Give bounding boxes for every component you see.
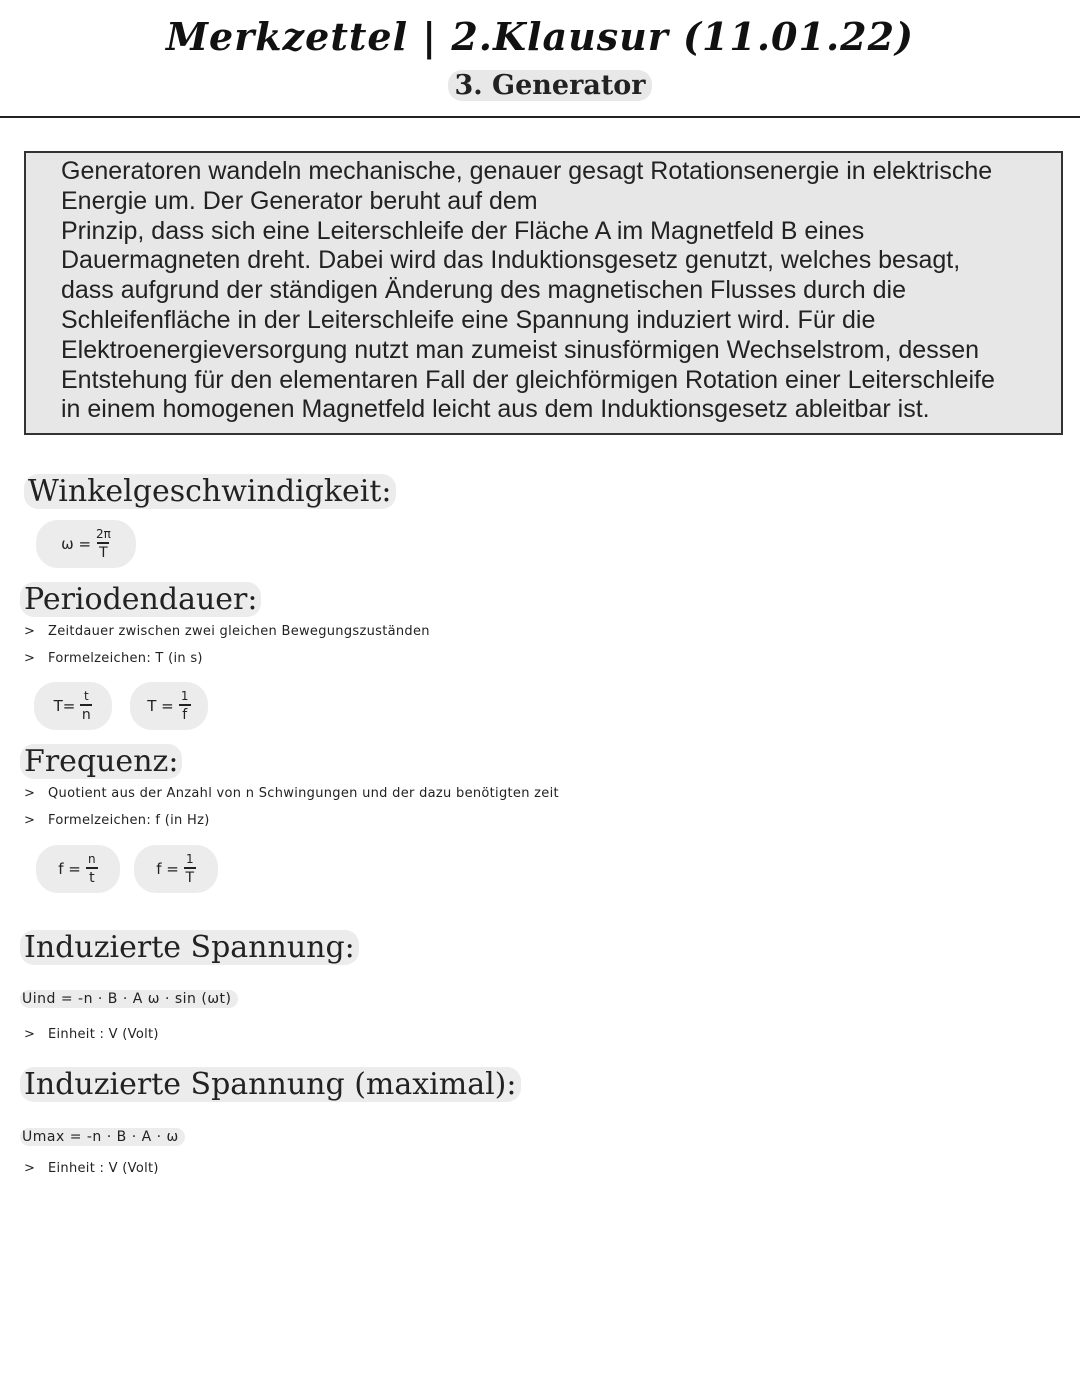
note-text: Einheit : V (Volt) — [48, 1161, 159, 1176]
fraction-denominator: f — [182, 706, 188, 723]
formula-omega — [36, 520, 136, 568]
intro-line: Elektroenergieversorgung nutzt man zumeist sinusförmigen Wechselstrom, dessen — [61, 335, 980, 364]
formula-lhs: f = — [156, 860, 179, 878]
formula-lhs: T = — [147, 697, 174, 715]
frequenz-note-2 — [24, 813, 210, 828]
formula-lhs: T= — [53, 697, 76, 715]
formula-frequency-1 — [36, 845, 120, 893]
arrow-icon: > — [24, 624, 36, 639]
arrow-icon: > — [24, 813, 36, 828]
page-subtitle: 3. Generator — [448, 70, 651, 101]
heading-frequenz: Frequenz: — [20, 744, 182, 779]
fraction-numerator: 1 — [180, 689, 189, 704]
arrow-icon: > — [24, 651, 36, 666]
periode-note-1 — [24, 624, 430, 639]
fraction — [86, 853, 98, 885]
fraction — [184, 853, 196, 885]
intro-line: Entstehung für den elementaren Fall der gleichförmigen Rotation einer Leiterschleife — [61, 365, 995, 394]
arrow-icon: > — [24, 1161, 36, 1176]
note-text: Einheit : V (Volt) — [48, 1027, 159, 1042]
fraction-numerator: 1 — [185, 852, 194, 867]
formula-lhs: ω = — [61, 535, 92, 553]
formula-period-2 — [130, 682, 208, 730]
spannung-unit-note — [24, 1027, 159, 1042]
fraction-denominator: n — [81, 706, 91, 723]
fraction-denominator: T — [185, 869, 195, 886]
heading-periodendauer: Periodendauer: — [20, 582, 261, 617]
note-text: Formelzeichen: T (in s) — [48, 651, 203, 666]
formula-lhs: f = — [58, 860, 81, 878]
fraction-numerator: n — [88, 852, 96, 867]
fraction — [80, 690, 92, 722]
fraction-denominator: t — [89, 869, 95, 886]
fraction-denominator: T — [99, 544, 108, 561]
intro-line: in einem homogenen Magnetfeld leicht aus dem Induktionsgesetz ableitbar ist. — [61, 395, 930, 424]
formula-u-max: Umax = -n · B · A · ω — [20, 1128, 185, 1146]
formula-period-1 — [34, 682, 112, 730]
heading-induzierte-spannung: Induzierte Spannung: — [20, 930, 359, 965]
intro-line: Dauermagneten dreht. Dabei wird das Induktionsgesetz genutzt, welches besagt, — [61, 246, 961, 275]
heading-winkelgeschwindigkeit: Winkelgeschwindigkeit: — [24, 474, 396, 509]
fraction — [179, 690, 191, 722]
formula-frequency-2 — [134, 845, 218, 893]
header-divider — [0, 116, 1080, 118]
fraction-numerator: 2π — [96, 527, 111, 542]
page-title: Merkzettel | 2.Klausur (11.01.22) — [165, 14, 915, 59]
arrow-icon: > — [24, 1027, 36, 1042]
intro-line: dass aufgrund der ständigen Änderung des magnetischen Flusses durch die — [61, 276, 906, 305]
note-text: Zeitdauer zwischen zwei gleichen Bewegungszuständen — [48, 624, 430, 639]
note-text: Quotient aus der Anzahl von n Schwingungen und der dazu benötigten zeit — [48, 786, 559, 801]
periode-note-2 — [24, 651, 203, 666]
spannung-max-unit-note — [24, 1161, 159, 1176]
formula-u-ind: Uind = -n · B · A ω · sin (ωt) — [20, 990, 238, 1008]
arrow-icon: > — [24, 786, 36, 801]
intro-line: Prinzip, dass sich eine Leiterschleife der Fläche A im Magnetfeld B eines — [61, 216, 865, 245]
intro-line: Generatoren wandeln mechanische, genauer gesagt Rotationsenergie in elektrische — [61, 157, 993, 185]
intro-box — [24, 151, 1063, 435]
fraction-bar — [86, 867, 98, 869]
intro-line: Schleifenfläche in der Leiterschleife eine Spannung induziert wird. Für die — [61, 305, 876, 334]
note-text: Formelzeichen: f (in Hz) — [48, 813, 210, 828]
heading-induzierte-spannung-maximal: Induzierte Spannung (maximal): — [20, 1067, 521, 1102]
fraction-bar — [80, 704, 92, 706]
fraction — [96, 528, 111, 560]
fraction-bar — [179, 704, 191, 706]
intro-line: Energie um. Der Generator beruht auf dem — [61, 186, 538, 215]
page-subtitle-wrap — [0, 70, 1080, 101]
fraction-numerator: t — [84, 689, 89, 704]
fraction-bar — [184, 867, 196, 869]
fraction-bar — [97, 542, 109, 544]
frequenz-note-1 — [24, 786, 559, 801]
